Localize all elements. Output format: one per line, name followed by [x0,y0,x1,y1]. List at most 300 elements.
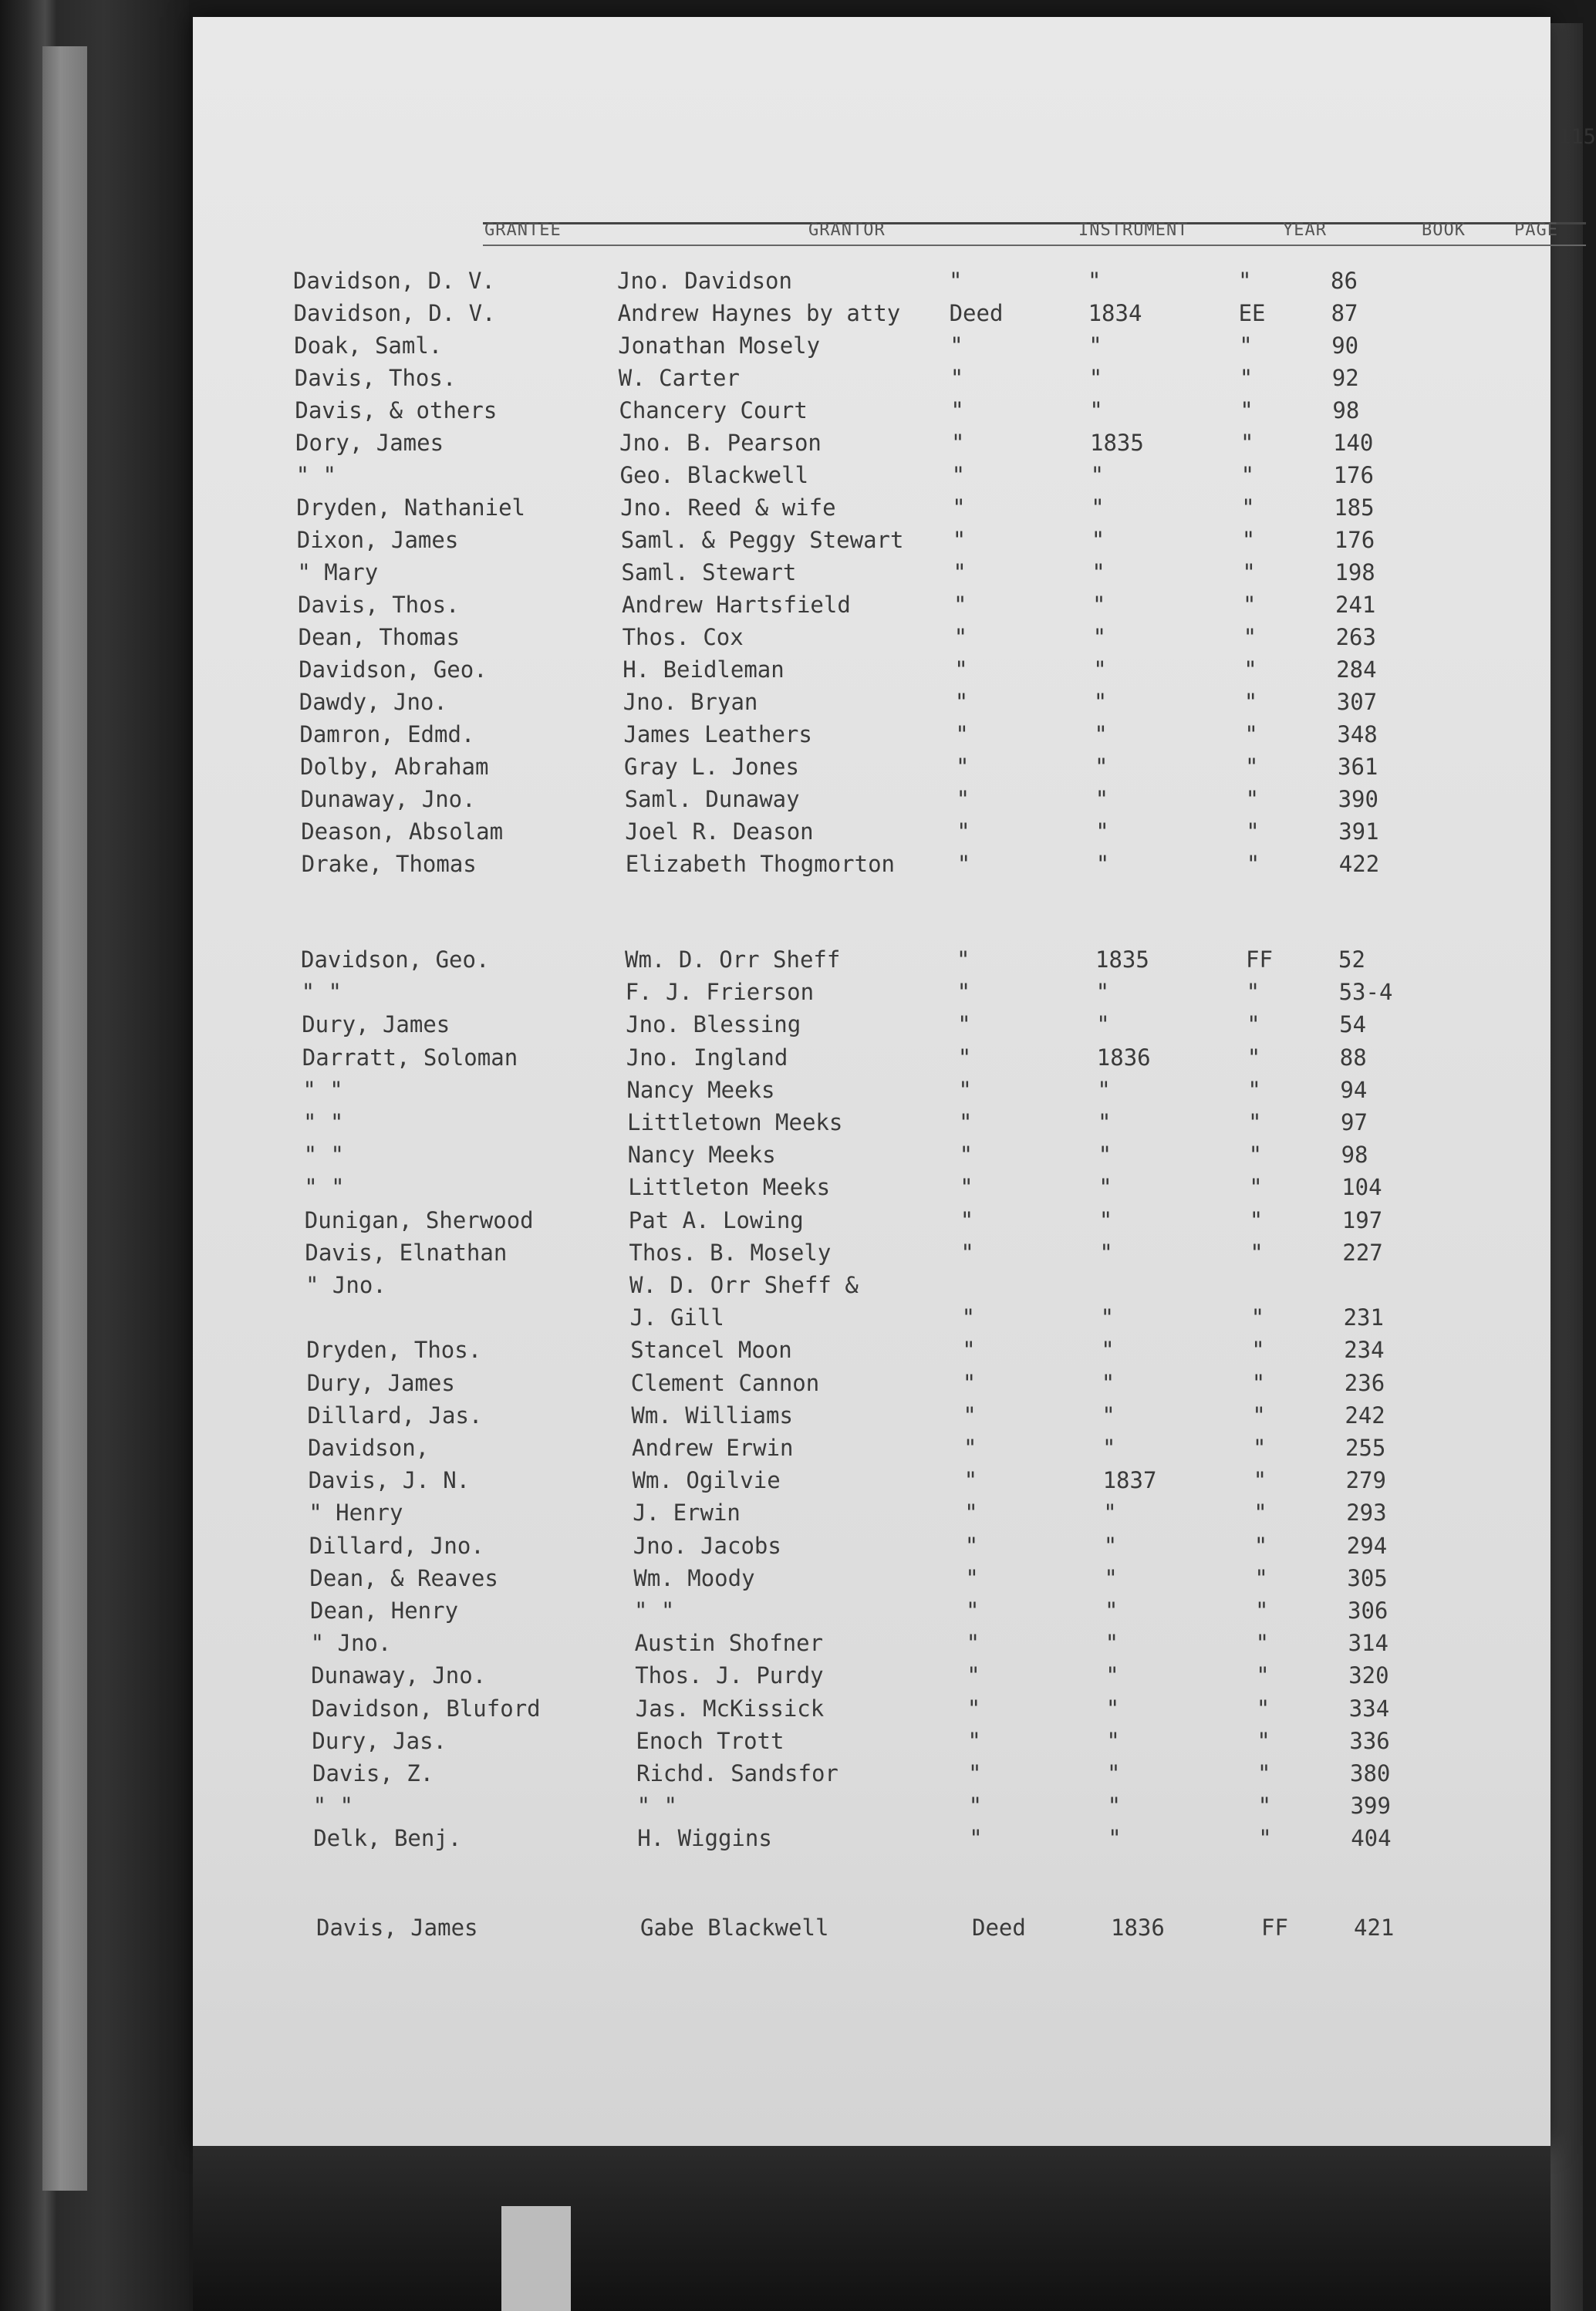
cell-grantee: Davidson, D. V. [293,300,496,326]
record-row [302,1011,1428,1042]
cell-page: 54 [1339,1011,1367,1038]
record-row [307,1402,1433,1433]
cell-book: " [1250,1304,1265,1331]
cell-grantor: Jno. Davidson [617,268,792,294]
cell-instrument: " [967,1695,981,1722]
cell-grantee: Dunaway, Jno. [300,786,476,812]
cell-year: " [1099,1239,1113,1266]
cell-grantor: " " [634,1597,675,1624]
cell-instrument: " [959,1142,973,1169]
cell-grantee: Davis, Z. [312,1760,434,1786]
record-row [304,1142,1430,1172]
cell-grantee: Davis, Thos. [294,365,457,391]
cell-instrument: " [964,1500,978,1527]
cell-page: 348 [1337,721,1378,747]
cell-book: " [1245,754,1259,780]
cell-grantee: Dean, & Reaves [309,1564,498,1591]
cell-grantor: Austin Shofner [634,1630,824,1657]
cell-year: " [1088,332,1102,359]
cell-page: 86 [1331,268,1358,294]
cell-year: 1835 [1090,430,1144,456]
cell-book: " [1248,1109,1262,1135]
cell-book: " [1246,979,1260,1006]
record-row [309,1533,1436,1564]
cell-page: 231 [1343,1304,1384,1331]
cell-page: 53-4 [1338,979,1393,1006]
record-row [311,1662,1437,1693]
record-row [301,946,1427,977]
cell-page: 98 [1332,397,1360,423]
cell-year: " [1094,721,1108,747]
record-row [299,624,1425,655]
cell-grantor: Wm. Moody [633,1564,755,1591]
cell-book: " [1243,656,1257,683]
cell-book: " [1257,1793,1272,1820]
cell-year: " [1105,1662,1119,1689]
record-row [294,332,1420,363]
cell-book: " [1240,430,1254,456]
cell-instrument: " [958,1076,972,1103]
record-row [309,1500,1435,1530]
page-number: 115 [1558,125,1596,149]
cell-book: " [1249,1206,1264,1233]
cell-page: 242 [1345,1402,1385,1429]
cell-grantee: Davis, James [316,1915,478,1941]
cell-grantor: Wm. D. Orr Sheff [625,946,841,973]
cell-grantor: Andrew Haynes by atty [617,300,901,326]
cell-year: " [1091,527,1105,553]
cell-grantee: " " [303,1109,344,1135]
cell-page: 421 [1354,1915,1395,1941]
cell-page: 263 [1335,624,1376,650]
cell-year: " [1095,754,1108,780]
record-row [300,754,1426,784]
cell-book: " [1246,818,1260,845]
cell-page: 98 [1341,1142,1368,1169]
cell-instrument: " [969,1825,983,1852]
cell-book: FF [1246,946,1273,973]
cell-grantor: James Leathers [623,721,812,747]
cell-grantor: Enoch Trott [636,1727,785,1754]
record-row [304,1174,1430,1205]
cell-book: " [1241,494,1255,521]
cell-page: 198 [1334,559,1375,585]
record-row [313,1793,1439,1823]
cell-grantee: Davis, Thos. [298,592,460,618]
cell-page: 140 [1333,430,1374,456]
cell-book: " [1257,1727,1270,1754]
cell-instrument: " [956,754,970,780]
record-row [307,1370,1433,1401]
cell-page: 293 [1346,1500,1387,1527]
cell-page: 234 [1344,1337,1385,1364]
cell-grantee: Davis, & others [295,397,498,423]
cell-book: " [1247,1076,1261,1103]
record-row [310,1597,1436,1628]
cell-grantee: Davidson, Geo. [301,946,490,973]
cell-grantor: Elizabeth Thogmorton [625,851,895,877]
cell-year: " [1105,1597,1119,1624]
header-bottom-rule [483,245,1586,246]
record-row [296,494,1422,525]
cell-grantor: Saml. Dunaway [624,786,800,812]
cell-grantor: Nancy Meeks [627,1142,776,1169]
cell-grantor: H. Beidleman [623,656,785,683]
cell-grantor: Thos. B. Mosely [629,1239,832,1266]
cell-instrument: " [963,1402,977,1429]
cell-page: 176 [1333,462,1374,488]
cell-grantee: " Jno. [310,1630,392,1657]
cell-book: " [1247,1011,1260,1038]
cell-instrument: " [950,397,964,423]
cell-book: " [1243,592,1257,618]
record-row [302,1077,1429,1108]
cell-grantor: Jas. McKissick [635,1695,825,1722]
cell-book: " [1244,721,1258,747]
cell-year: " [1095,818,1109,845]
cell-instrument: " [952,494,966,521]
cell-instrument: " [966,1630,980,1657]
cell-grantor: " " [636,1793,677,1820]
cell-page: 284 [1336,656,1377,683]
cell-book: " [1246,851,1260,877]
cell-page: 236 [1344,1369,1385,1396]
cell-year: " [1088,268,1102,294]
record-row [305,1240,1431,1270]
cell-grantee: " Jno. [305,1272,386,1298]
cell-grantor: Gray L. Jones [624,754,799,780]
cell-page: 320 [1348,1662,1389,1689]
cell-instrument: Deed [949,300,1004,326]
cell-grantee: " " [301,979,342,1006]
cell-page: 241 [1335,592,1376,618]
cell-book: " [1240,397,1254,423]
cell-year: " [1092,592,1106,618]
cell-grantor: W. D. Orr Sheff & [629,1272,859,1298]
cell-book: " [1243,689,1258,715]
cell-grantee: " Mary [297,559,379,585]
cell-instrument: " [950,365,964,391]
record-row [299,656,1425,687]
cell-instrument: " [957,1011,971,1038]
cell-grantor: J. Gill [629,1304,724,1331]
cell-grantor: Thos. J. Purdy [635,1662,824,1689]
cell-year: " [1095,786,1109,812]
cell-book: " [1253,1435,1267,1461]
cell-grantee: Dean, Henry [310,1597,459,1624]
cell-grantee: Davidson, [308,1435,430,1461]
cell-grantee: Damron, Edmd. [299,721,475,747]
cell-book: " [1240,462,1255,488]
cell-year: 1836 [1096,1044,1151,1071]
cell-instrument: " [949,268,963,294]
cell-book: " [1254,1500,1267,1527]
cell-grantor: J. Erwin [633,1500,741,1527]
cell-year: " [1101,1337,1115,1364]
cell-year: " [1103,1532,1118,1559]
cell-grantor: Geo. Blackwell [619,462,809,488]
cell-instrument: " [963,1467,978,1494]
cell-grantor: Chancery Court [619,397,808,423]
cell-grantor: Jno. Jacobs [633,1532,781,1559]
cell-grantor: Jno. Bryan [623,689,758,715]
paper-tab [501,2206,571,2311]
cell-page: 92 [1331,365,1359,391]
record-row [308,1435,1434,1466]
cell-grantee: Delk, Benj. [313,1825,462,1852]
cell-year: " [1107,1793,1122,1820]
cell-book: " [1247,1044,1261,1071]
record-row [306,1304,1432,1335]
header-page: PAGE [1514,221,1558,240]
record-row [297,559,1423,590]
cell-year: " [1093,656,1107,683]
cell-page: 294 [1346,1532,1388,1559]
cell-year: 1834 [1088,300,1142,326]
cell-year: " [1091,494,1105,521]
cell-year: " [1108,1825,1122,1852]
cell-grantor: Andrew Erwin [632,1435,794,1461]
cell-page: 97 [1341,1109,1368,1135]
cell-instrument: " [960,1239,974,1266]
cell-year: " [1104,1564,1118,1591]
cell-year: " [1100,1304,1115,1331]
cell-year: " [1089,397,1103,423]
cell-book: " [1251,1369,1266,1396]
cell-page: 399 [1350,1793,1391,1820]
cell-year: " [1097,1076,1111,1103]
cell-instrument: " [954,689,969,715]
cell-grantor: Nancy Meeks [626,1076,775,1103]
cell-book: " [1239,332,1253,359]
cell-grantee: Doak, Saml. [294,332,443,359]
record-row [301,818,1427,849]
cell-instrument: " [953,592,967,618]
record-row [298,592,1424,622]
cell-instrument: " [953,559,967,585]
cell-book: " [1250,1239,1264,1266]
header-instrument: INSTRUMENT [1078,221,1189,240]
cell-instrument: " [968,1760,982,1786]
film-edge-bottom [193,2146,1550,2311]
cell-book: " [1254,1532,1268,1559]
cell-grantor: Littleton Meeks [628,1174,831,1201]
cell-grantor: Stancel Moon [630,1337,792,1364]
cell-year: " [1092,624,1107,650]
cell-year: " [1098,1142,1112,1169]
cell-instrument: " [950,332,963,359]
cell-grantor: Littletown Meeks [627,1109,843,1135]
cell-grantee: Dury, James [306,1369,455,1396]
cell-page: 94 [1340,1076,1368,1103]
cell-instrument: " [956,786,970,812]
cell-instrument: " [957,851,971,877]
cell-book: FF [1261,1915,1288,1941]
cell-year: " [1093,689,1108,715]
cell-instrument: " [967,1662,980,1689]
cell-instrument: " [963,1435,977,1461]
cell-grantee: Davidson, D. V. [293,268,495,294]
cell-year: " [1095,979,1110,1006]
cell-grantee: " " [303,1142,344,1169]
record-row [295,365,1421,396]
record-row [312,1760,1439,1791]
cell-grantee: Dolby, Abraham [300,754,489,780]
record-row [297,527,1423,558]
record-row [295,430,1422,461]
cell-grantor: H. Wiggins [637,1825,772,1852]
cell-book: " [1243,624,1257,650]
cell-book: " [1256,1662,1270,1689]
record-row [316,1915,1442,1945]
cell-page: 390 [1338,786,1378,812]
cell-grantor: Gabe Blackwell [640,1915,829,1941]
cell-page: 307 [1336,689,1378,715]
cell-book: " [1256,1695,1270,1722]
cell-page: 306 [1348,1597,1388,1624]
cell-book: " [1241,527,1256,553]
cell-year: " [1088,365,1103,391]
cell-instrument: Deed [972,1915,1026,1941]
cell-page: 185 [1334,494,1375,521]
cell-book: " [1257,1760,1271,1786]
cell-year: " [1106,1727,1120,1754]
record-row [299,689,1426,720]
cell-book: " [1245,786,1260,812]
cell-grantee: Dunaway, Jno. [311,1662,487,1689]
record-row [302,1044,1429,1075]
cell-instrument: " [955,721,969,747]
cell-grantee: Dixon, James [296,527,459,553]
cell-grantee: " " [295,462,336,488]
cell-page: 52 [1338,946,1365,973]
cell-book: " [1242,559,1256,585]
cell-grantor: Clement Cannon [630,1369,820,1396]
cell-grantor: Thos. Cox [622,624,744,650]
cell-grantor: Joel R. Deason [625,818,814,845]
column-header-row [484,219,1583,247]
record-row [305,1207,1431,1238]
cell-grantee: Drake, Thomas [301,851,477,877]
cell-instrument: " [962,1337,976,1364]
cell-grantor: Wm. Ogilvie [632,1467,781,1494]
cell-page: 90 [1331,332,1359,359]
cell-grantee: " " [312,1793,353,1820]
cell-grantee: Davidson, Geo. [299,656,488,683]
cell-year: 1835 [1095,946,1149,973]
cell-book: " [1249,1174,1263,1201]
cell-grantor: Jno. B. Pearson [619,430,822,456]
header-grantor: GRANTOR [808,221,886,240]
record-row [299,721,1426,752]
cell-year: " [1107,1760,1121,1786]
record-row [301,786,1427,817]
cell-page: 334 [1348,1695,1390,1722]
cell-instrument: " [954,656,968,683]
cell-instrument: " [967,1727,981,1754]
cell-instrument: " [957,979,971,1006]
cell-page: 87 [1331,300,1358,326]
record-row [305,1272,1432,1303]
record-row [312,1728,1438,1759]
cell-instrument: " [965,1564,979,1591]
cell-year: " [1102,1402,1115,1429]
cell-grantee: Dawdy, Jno. [299,689,447,715]
cell-page: 361 [1338,754,1378,780]
cell-instrument: " [959,1109,973,1135]
cell-grantee: Dillard, Jas. [307,1402,483,1429]
cell-instrument: " [951,462,966,488]
cell-instrument: " [968,1793,983,1820]
cell-page: 380 [1350,1760,1391,1786]
cell-instrument: " [962,1369,977,1396]
cell-instrument: " [957,818,970,845]
cell-grantor: F. J. Frierson [625,979,815,1006]
cell-year: " [1102,1435,1116,1461]
cell-grantee: Deason, Absolam [301,818,504,845]
film-edge-left [0,0,189,2311]
record-row [293,268,1419,299]
cell-grantee: Dory, James [295,430,444,456]
cell-year: " [1096,1011,1110,1038]
cell-book: " [1252,1402,1266,1429]
cell-instrument: " [952,527,967,553]
cell-year: " [1098,1206,1113,1233]
cell-page: 336 [1349,1727,1390,1754]
cell-grantee: " Henry [309,1500,403,1527]
cell-year: " [1105,1630,1119,1657]
cell-grantor: Jonathan Mosely [618,332,821,359]
adjacent-page-edge [42,46,87,2191]
record-row [295,397,1421,428]
record-row [309,1467,1435,1498]
cell-book: " [1258,1825,1272,1852]
cell-page: 404 [1351,1825,1392,1852]
cell-instrument: " [957,1044,972,1071]
cell-page: 255 [1345,1435,1386,1461]
cell-grantee: Dury, James [302,1011,450,1038]
cell-book: " [1255,1630,1270,1657]
cell-grantor: Saml. Stewart [621,559,797,585]
cell-year: " [1098,1174,1112,1201]
cell-instrument: " [961,1304,976,1331]
cell-page: 305 [1347,1564,1388,1591]
cell-instrument: " [957,946,970,973]
cell-year: " [1098,1109,1112,1135]
cell-instrument: " [960,1174,973,1201]
cell-book: " [1254,1564,1268,1591]
header-grantee: GRANTEE [484,221,562,240]
cell-year: " [1090,462,1105,488]
cell-instrument: " [966,1597,980,1624]
cell-page: 227 [1342,1239,1383,1266]
cell-grantee: Dryden, Thos. [306,1337,482,1364]
record-row [311,1630,1437,1661]
cell-year: " [1105,1695,1120,1722]
cell-grantee: Dillard, Jno. [309,1532,484,1559]
record-row [302,851,1428,882]
cell-instrument: " [960,1206,974,1233]
record-row [309,1565,1436,1596]
cell-book: " [1255,1597,1269,1624]
cell-grantee: Davis, J. N. [308,1467,471,1494]
cell-grantee: Davis, Elnathan [305,1239,508,1266]
cell-year: 1837 [1102,1467,1157,1494]
cell-grantor: W. Carter [618,365,740,391]
cell-book: " [1238,268,1252,294]
cell-instrument: " [953,624,968,650]
cell-page: 176 [1334,527,1375,553]
